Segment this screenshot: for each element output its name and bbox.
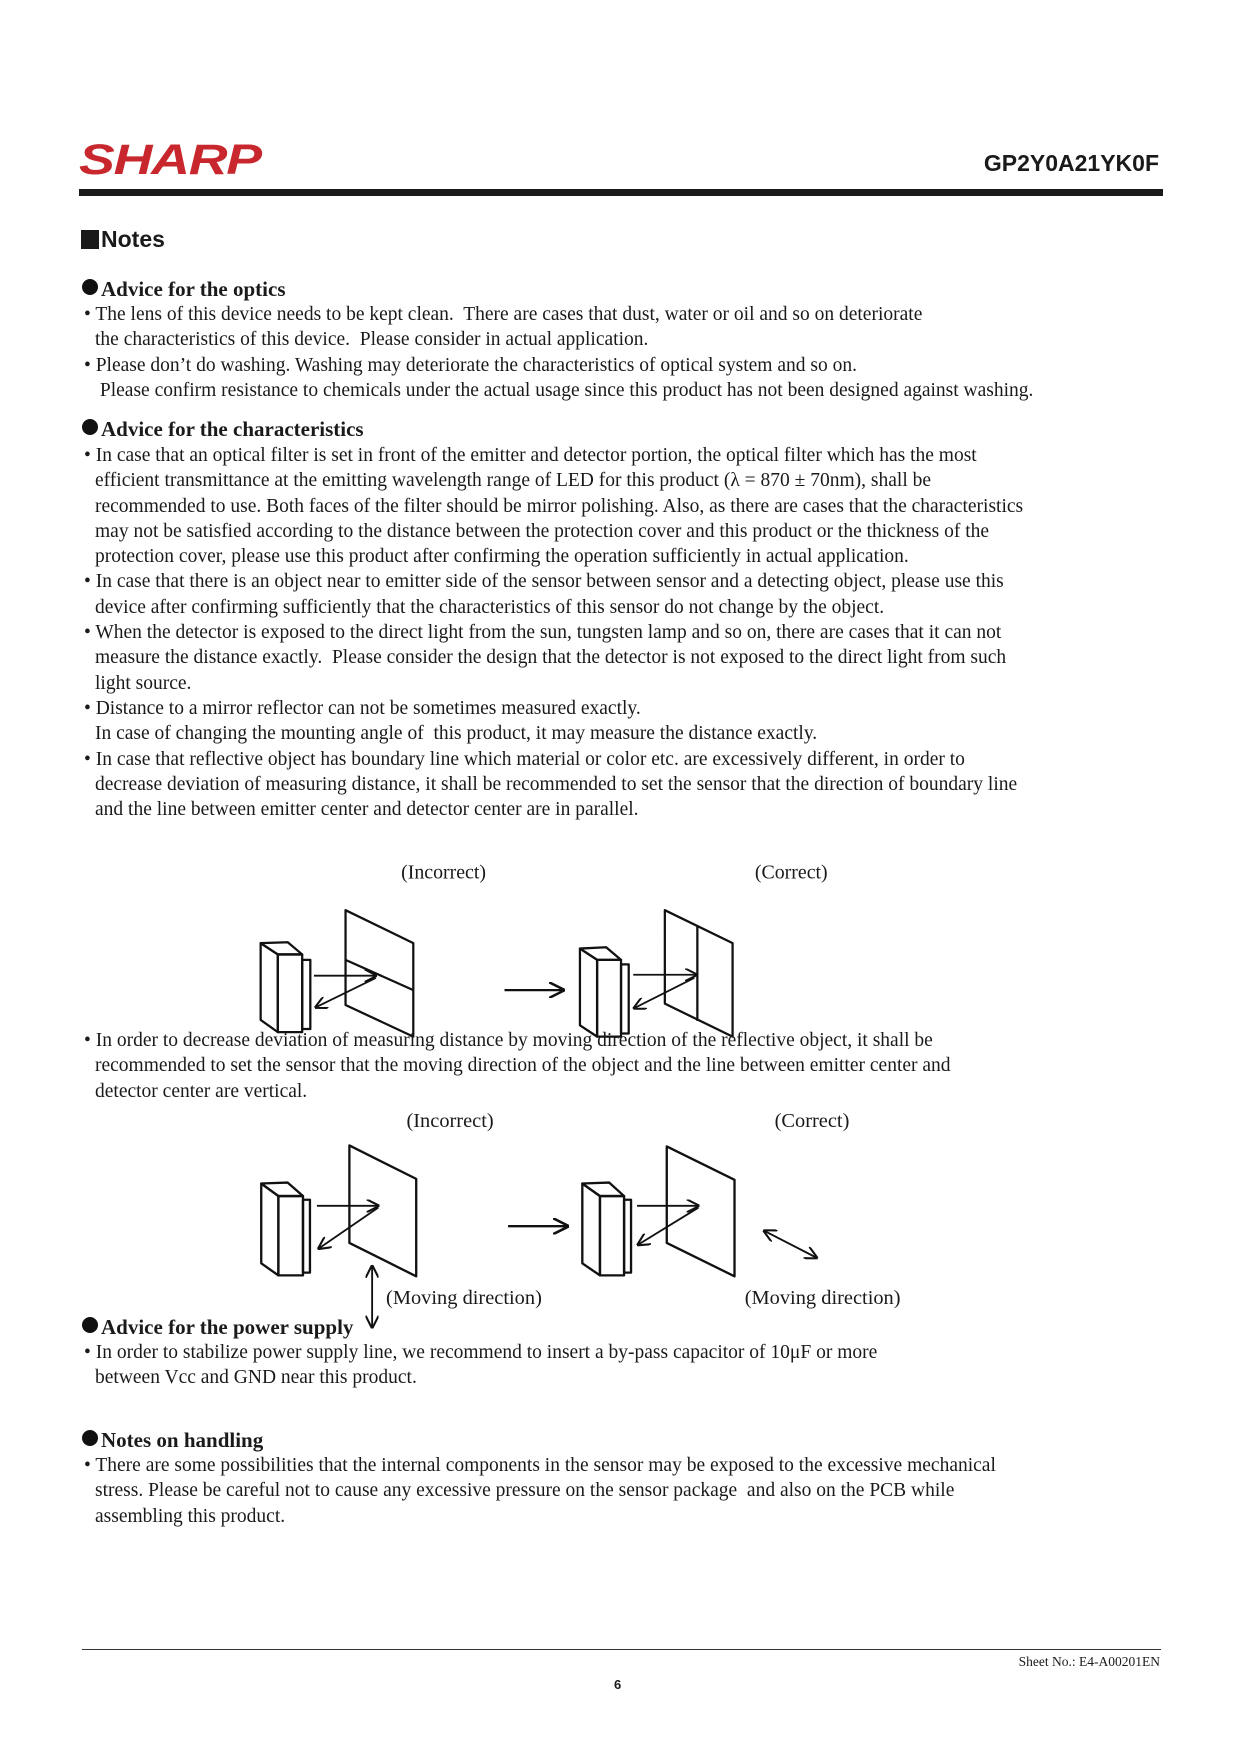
- list-item: [84, 569, 1023, 620]
- text-line: • When the detector is exposed to the direct light from the sun, tungsten lamp and so on, there are cases that it can not: [84, 622, 1002, 644]
- text-line: Please confirm resistance to chemicals under the actual usage since this product has not been designed against washing.: [95, 379, 1034, 401]
- heading-optics: [82, 276, 286, 302]
- footer-rule: [82, 1649, 1161, 1650]
- list-item: [84, 1340, 877, 1391]
- sensor-icon: [261, 942, 311, 1032]
- bullet-dot-icon: [82, 1317, 98, 1333]
- text-line: protection cover, please use this product after confirming the operation sufficiently in actual application.: [95, 546, 909, 568]
- text-line: • In order to stabilize power supply line, we recommend to insert a by-pass capacitor of 10μF or more: [84, 1342, 878, 1363]
- diagonal-double-arrow-icon: [764, 1231, 816, 1258]
- reflector: [349, 1145, 416, 1276]
- label-moving-direction: (Moving direction): [386, 1287, 542, 1310]
- text-line: detector center are vertical.: [95, 1080, 308, 1102]
- label-incorrect: (Incorrect): [406, 1109, 494, 1132]
- page-number: 6: [614, 1677, 622, 1692]
- section-title: [81, 226, 165, 252]
- list-item: [84, 443, 1023, 569]
- text-line: • Please don’t do washing. Washing may deteriorate the characteristics of optical system and so on.: [84, 354, 857, 376]
- moving-direction-list: [84, 1028, 951, 1104]
- header-rule: [79, 189, 1163, 196]
- reflector-with-vertical-boundary: [665, 910, 733, 1036]
- section-title-text: Notes: [101, 226, 165, 252]
- label-correct: (Correct): [774, 1109, 850, 1132]
- text-line: the characteristics of this device. Please consider in actual application.: [95, 329, 649, 351]
- text-line: In case of changing the mounting angle of this product, it may measure the distance exactly.: [95, 723, 818, 745]
- characteristics-list: [84, 443, 1023, 822]
- list-item: [84, 747, 1023, 823]
- text-line: and the line between emitter center and detector center are in parallel.: [95, 799, 639, 821]
- list-item: [84, 620, 1023, 696]
- heading-text: Notes on handling: [101, 1428, 264, 1452]
- label-moving-direction: (Moving direction): [744, 1287, 901, 1310]
- heading-power-supply: [82, 1314, 353, 1340]
- bullet-dot-icon: [82, 419, 98, 435]
- boundary-line-diagram: [220, 840, 920, 1021]
- list-item: [84, 696, 1023, 747]
- label-incorrect: (Incorrect): [401, 861, 486, 884]
- text-line: recommended to set the sensor that the moving direction of the object and the line between emitter center and: [95, 1055, 951, 1077]
- moving-direction-diagram: [220, 1100, 940, 1332]
- label-correct: (Correct): [754, 861, 828, 884]
- heading-text: Advice for the characteristics: [101, 417, 364, 441]
- text-line: between Vcc and GND near this product.: [95, 1367, 417, 1389]
- square-bullet-icon: [81, 230, 99, 249]
- text-line: • In case that an optical filter is set in front of the emitter and detector portion, the optical filter which has the most: [84, 445, 977, 466]
- sensor-icon: [261, 1183, 310, 1276]
- text-line: decrease deviation of measuring distance, it shall be recommended to set the sensor that the direction of boundary line: [95, 773, 1018, 795]
- bullet-dot-icon: [82, 279, 98, 295]
- list-item: [84, 1453, 996, 1529]
- sensor-icon: [580, 947, 629, 1036]
- text-line: device after confirming sufficiently that the characteristics of this sensor do not change by the object.: [95, 596, 885, 618]
- heading-characteristics: [82, 416, 364, 442]
- optics-list: [84, 302, 1033, 403]
- heading-text: Advice for the optics: [101, 277, 286, 301]
- list-item: [84, 353, 1033, 404]
- text-line: • The lens of this device needs to be kept clean. There are cases that dust, water or oil and so on deteriorate: [84, 304, 923, 325]
- bullet-dot-icon: [82, 1430, 98, 1446]
- reflector: [667, 1146, 735, 1276]
- part-number: GP2Y0A21YK0F: [983, 150, 1159, 176]
- sensor-icon: [582, 1183, 631, 1276]
- text-line: • In case that reflective object has boundary line which material or color etc. are excessively different, in order to: [84, 748, 965, 770]
- text-line: • In case that there is an object near to emitter side of the sensor between sensor and a detecting object, please use this: [84, 571, 1004, 593]
- reflector-with-horizontal-boundary: [346, 910, 414, 1036]
- power-list: [84, 1340, 877, 1391]
- heading-handling: [82, 1427, 263, 1453]
- list-item: [84, 1028, 951, 1104]
- text-line: • In order to decrease deviation of measuring distance by moving direction of the reflective object, it shall be: [84, 1030, 933, 1051]
- text-line: • Distance to a mirror reflector can not be sometimes measured exactly.: [84, 697, 641, 719]
- text-line: may not be satisfied according to the distance between the protection cover and this product or the thickness of the: [95, 520, 990, 542]
- sheet-number: Sheet No.: E4-A00201EN: [1018, 1654, 1160, 1669]
- text-line: recommended to use. Both faces of the filter should be mirror polishing. Also, as there are cases that the characteristics: [95, 495, 1024, 517]
- heading-text: Advice for the power supply: [101, 1315, 354, 1339]
- text-line: stress. Please be careful not to cause any excessive pressure on the sensor package and also on the PCB while: [95, 1480, 955, 1502]
- list-item: [84, 302, 1033, 353]
- text-line: light source.: [95, 672, 192, 694]
- text-line: efficient transmittance at the emitting wavelength range of LED for this product (λ = 870 ± 70nm), shall be: [95, 470, 932, 492]
- text-line: • There are some possibilities that the internal components in the sensor may be exposed to the excessive mechanical: [84, 1455, 996, 1476]
- text-line: assembling this product.: [95, 1505, 286, 1527]
- text-line: measure the distance exactly. Please consider the design that the detector is not exposed to the direct light from such: [95, 647, 1007, 669]
- handling-list: [84, 1453, 996, 1529]
- sharp-logo: SHARP: [79, 136, 261, 184]
